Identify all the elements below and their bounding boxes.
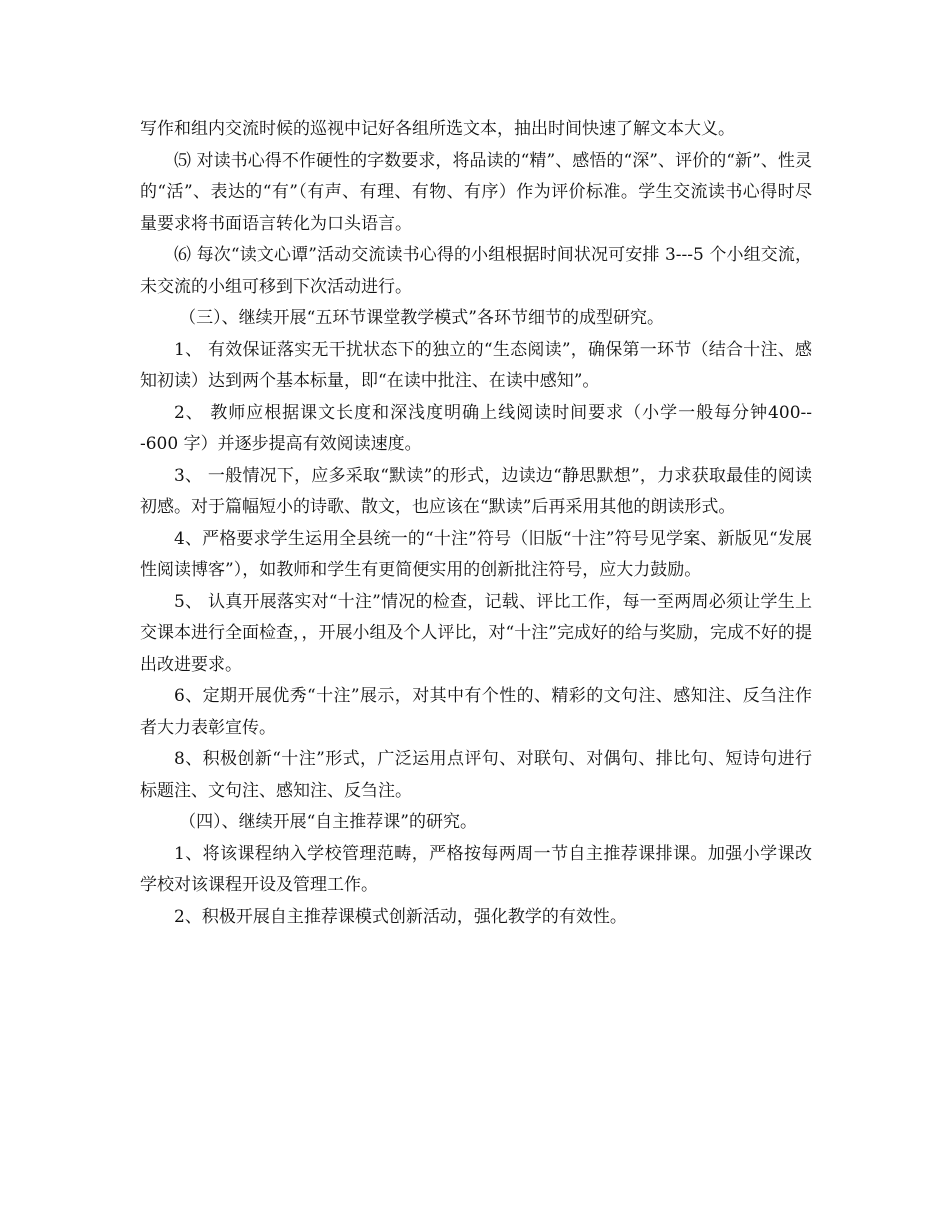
paragraph-point-2: 2、 教师应根据课文长度和深浅度明确上线阅读时间要求（小学一般每分钟400---600 字）并逐步提高有效阅读速度。 bbox=[140, 402, 812, 454]
paragraph-point-4: 4、严格要求学生运用全县统一的“十注”符号（旧版“十注”符号见学案、新版见“发展性阅读博客”），如教师和学生有更简便实用的创新批注符号，应大力鼓励。 bbox=[140, 528, 812, 580]
paragraph-point-6: 6、定期开展优秀“十注”展示，对其中有个性的、精彩的文句注、感知注、反刍注作者大力表彰宣传。 bbox=[140, 686, 812, 738]
document-body bbox=[140, 114, 812, 933]
section-heading-3: （三）、继续开展“五环节课堂教学模式”各环节细节的成型研究。 bbox=[179, 308, 664, 328]
paragraph-subpoint-1: 1、将该课程纳入学校管理范畴，严格按每两周一节自主推荐课排课。加强小学课改学校对该课程开设及管理工作。 bbox=[140, 843, 812, 895]
paragraph-continuation: 写作和组内交流时候的巡视中记好各组所选文本，抽出时间快速了解文本大义。 bbox=[140, 119, 735, 139]
paragraph-item-5: ⑸ 对读书心得不作硬性的字数要求，将品读的“精”、感悟的“深”、评价的“新”、性灵的“活”、表达的“有”（有声、有理、有物、有序）作为评价标准。学生交流读书心得时尽量要求将书面语言转化为口头语言。 bbox=[140, 150, 812, 234]
section-heading-4: （四）、继续开展“自主推荐课”的研究。 bbox=[179, 812, 477, 832]
paragraph-item-6: ⑹ 每次“读文心谭”活动交流读书心得的小组根据时间状况可安排 3---5 个小组交流，未交流的小组可移到下次活动进行。 bbox=[140, 245, 812, 297]
paragraph-subpoint-2: 2、积极开展自主推荐课模式创新活动，强化教学的有效性。 bbox=[174, 906, 627, 927]
paragraph-point-3: 3、 一般情况下，应多采取“默读”的形式，边读边“静思默想”，力求获取最佳的阅读初感。对于篇幅短小的诗歌、散文，也应该在“默读”后再采用其他的朗读形式。 bbox=[140, 465, 812, 517]
paragraph-point-8: 8、积极创新“十注”形式，广泛运用点评句、对联句、对偶句、排比句、短诗句进行标题注、文句注、感知注、反刍注。 bbox=[140, 749, 812, 801]
paragraph-point-5: 5、 认真开展落实对“十注”情况的检查，记载、评比工作，每一至两周必须让学生上交课本进行全面检查，，开展小组及个人评比，对“十注”完成好的给与奖励，完成不好的提出改进要求。 bbox=[140, 591, 812, 675]
paragraph-point-1: 1、 有效保证落实无干扰状态下的独立的“生态阅读”，确保第一环节（结合十注、感知初读）达到两个基本标量，即“在读中批注、在读中感知”。 bbox=[140, 339, 812, 391]
